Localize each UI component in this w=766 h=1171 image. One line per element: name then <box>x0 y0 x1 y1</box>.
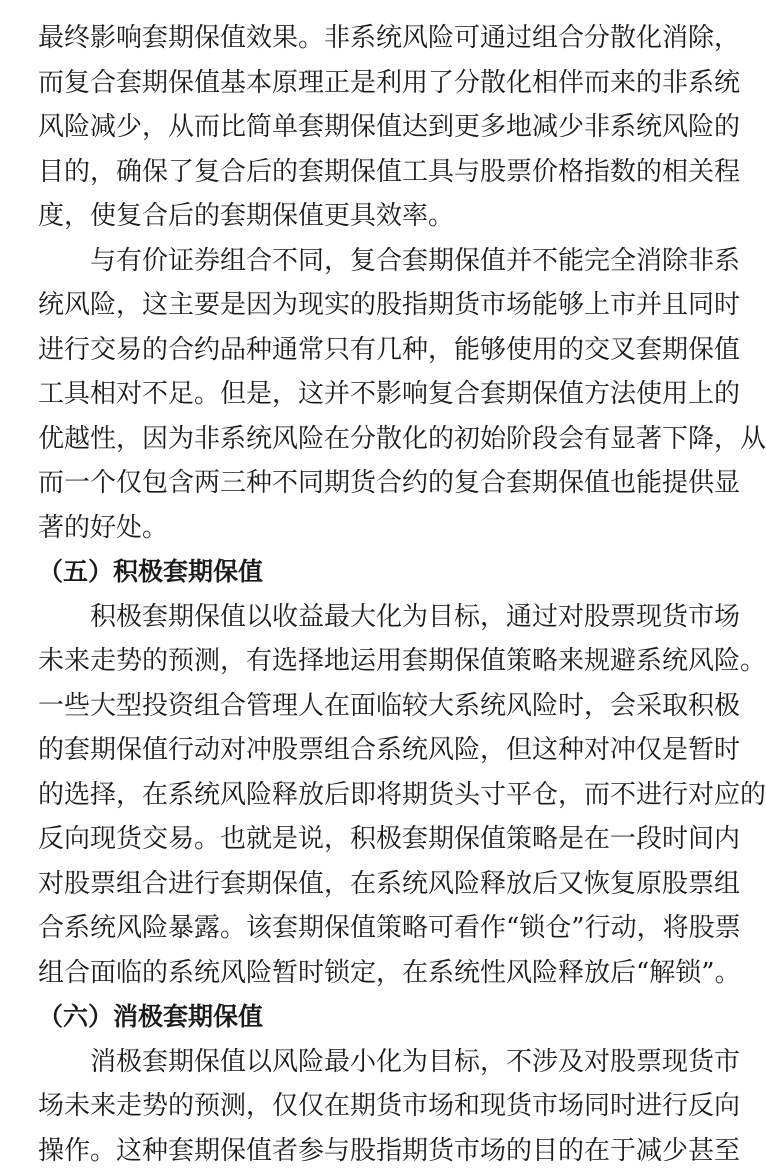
paragraph-1-line-1: 最终影响套期保值效果。非系统风险可通过组合分散化消除， <box>38 23 741 53</box>
paragraph-2-line-7: 著的好处。 <box>38 512 169 543</box>
paragraph-2-line-5: 优越性，因为非系统风险在分散化的初始阶段会有显著下降，从 <box>38 423 766 454</box>
paragraph-3-line-6: 反向现货交易。也就是说，积极套期保值策略是在一段时间内 <box>38 824 741 854</box>
paragraph-4-line-2: 场未来走势的预测，仅仅在期货市场和现货市场同时进行反向 <box>38 1091 741 1121</box>
paragraph-1-line-4: 目的，确保了复合后的套期保值工具与股票价格指数的相关程 <box>38 156 741 187</box>
paragraph-1-line-3: 风险减少，从而比简单套期保值达到更多地减少非系统风险的 <box>38 112 741 142</box>
paragraph-2-line-4: 工具相对不足。但是，这并不影响复合套期保值方法使用上的 <box>38 379 741 409</box>
paragraph-2-line-1: 与有价证券组合不同，复合套期保值并不能完全消除非系 <box>90 245 741 276</box>
section-heading-5: （五）积极套期保值 <box>38 557 264 586</box>
paragraph-4-line-1: 消极套期保值以风险最小化为目标，不涉及对股票现货市 <box>90 1046 741 1077</box>
paragraph-3-line-8: 合系统风险暴露。该套期保值策略可看作“锁仓”行动，将股票 <box>38 913 741 943</box>
section-heading-6: （六）消极套期保值 <box>38 1002 264 1031</box>
paragraph-3-line-9: 组合面临的系统风险暂时锁定，在系统性风险释放后“解锁”。 <box>38 957 741 988</box>
paragraph-1-line-5: 度，使复合后的套期保值更具效率。 <box>38 201 455 231</box>
paragraph-3-line-5: 的选择，在系统风险释放后即将期货头寸平仓，而不进行对应的 <box>38 779 766 810</box>
paragraph-3-line-1: 积极套期保值以收益最大化为目标，通过对股票现货市场 <box>90 601 741 632</box>
paragraph-3-line-2: 未来走势的预测，有选择地运用套期保值策略来规避系统风险。 <box>38 646 766 676</box>
paragraph-2-line-3: 进行交易的合约品种通常只有几种，能够使用的交叉套期保值 <box>38 334 741 365</box>
paragraph-3-line-4: 的套期保值行动对冲股票组合系统风险，但这种对冲仅是暂时 <box>38 735 741 765</box>
paragraph-4-line-3: 操作。这种套期保值者参与股指期货市场的目的在于减少甚至 <box>38 1135 741 1166</box>
paragraph-1-line-2: 而复合套期保值基本原理正是利用了分散化相伴而来的非系统 <box>38 67 741 98</box>
paragraph-2-line-6: 而一个仅包含两三种不同期货合约的复合套期保值也能提供显 <box>38 468 741 498</box>
paragraph-3-line-3: 一些大型投资组合管理人在面临较大系统风险时，会采取积极 <box>38 690 741 721</box>
paragraph-3-line-7: 对股票组合进行套期保值，在系统风险释放后又恢复原股票组 <box>38 868 741 899</box>
paragraph-2-line-2: 统风险，这主要是因为现实的股指期货市场能够上市并且同时 <box>38 290 741 320</box>
